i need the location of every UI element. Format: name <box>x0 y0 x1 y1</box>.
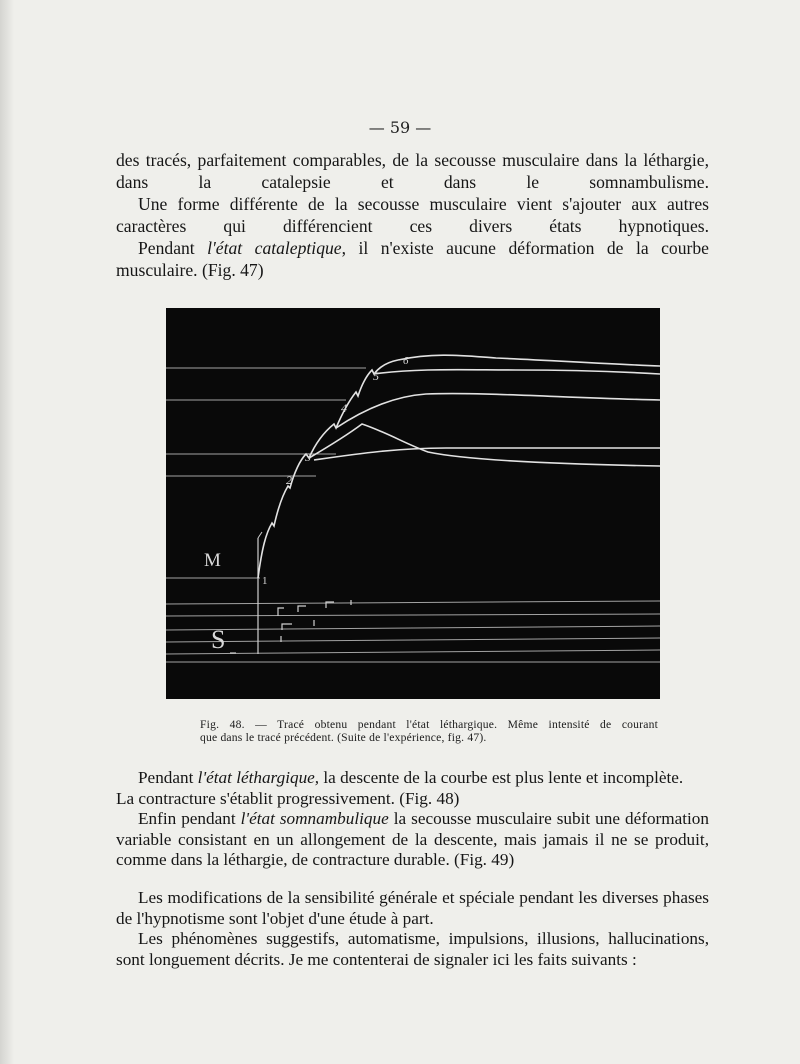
page-number: — 59 — <box>368 118 432 137</box>
paragraph-etat-somnambulique <box>116 809 709 871</box>
label-5: 5 <box>373 369 379 383</box>
trace-line <box>166 638 660 642</box>
label-2: 2 <box>286 473 292 487</box>
paragraph-contracture: La contracture s'établit progressivement. (Fig. 48) <box>116 788 460 808</box>
figure-caption <box>200 718 658 744</box>
paragraph-etat-lethargique <box>116 768 709 789</box>
paragraph-etat-cataleptique-end: , il n'existe aucune déformation de la courbe musculaire. (Fig. 47) <box>116 238 709 280</box>
bottom-text-block <box>116 768 709 970</box>
paragraph-tracés: des tracés, parfaitement comparables, de la secousse musculaire dans la léthargie, dans la catalepsie et dans le somnambulisme. <box>116 150 709 192</box>
plateau-trace-4 <box>336 394 660 428</box>
plateau-trace-2 <box>314 448 660 460</box>
trace-line <box>166 626 660 630</box>
label-4: 4 <box>341 401 347 415</box>
italic-etat-somnambulique: l'état somnambulique <box>240 809 389 829</box>
paragraph-phenomenes-suggestifs: Les phénomènes suggestifs, automatisme, impulsions, illusions, hallucinations, sont longuement décrits. Je me contenterai de signaler ici les faits suivants : <box>116 929 709 969</box>
plateau-trace-6 <box>398 355 660 366</box>
paragraph-forme-differente: Une forme différente de la secousse musculaire vient s'ajouter aux autres caractères qui différencient ces divers états hypnotiques. <box>116 194 709 236</box>
paragraph-etat-cataleptique <box>116 238 709 281</box>
caption-line-2: que dans le tracé précédent. (Suite de l'expérience, fig. 47). <box>200 731 487 744</box>
figure-48-myogram <box>166 308 660 699</box>
paragraph-etat-somnambulique-end: la secousse musculaire subit une déformation variable consistant en un allongement de la descente, mais jamais il ne se produit, comme dans la léthargie, de contracture durable. (Fig. 49) <box>116 809 709 870</box>
label-s: S <box>211 625 226 654</box>
paragraph-etat-lethargique-end: la descente de la courbe est plus lente et incomplète. <box>319 768 684 787</box>
italic-etat-cataleptique: l'état cataleptique <box>207 238 342 258</box>
trace-line <box>166 601 660 604</box>
paragraph-etat-lethargique-start: Pendant <box>138 768 198 787</box>
plateau-trace-3 <box>309 424 660 466</box>
paragraph-etat-cataleptique-start: Pendant <box>138 238 208 258</box>
paragraph-sensibilite: Les modifications de la sensibilité générale et spéciale pendant les diverses phases de l'hypnotisme sont l'objet d'une étude à part. <box>116 887 709 928</box>
trace-line <box>166 650 660 654</box>
contraction-curve <box>258 360 398 578</box>
label-6: 6 <box>403 355 409 367</box>
italic-etat-lethargique: l'état léthargique, <box>197 768 320 787</box>
myogram-trace <box>166 308 660 699</box>
plateau-trace-5 <box>374 370 660 374</box>
label-3: 3 <box>305 450 311 464</box>
label-1: 1 <box>262 575 268 587</box>
caption-line-1: Fig. 48. — Tracé obtenu pendant l'état léthargique. Même intensité de courant <box>200 718 658 731</box>
paragraph-etat-somnambulique-start: Enfin pendant <box>138 809 241 829</box>
trace-line <box>166 614 660 616</box>
label-m: M <box>204 550 221 571</box>
top-text-block <box>116 150 709 281</box>
